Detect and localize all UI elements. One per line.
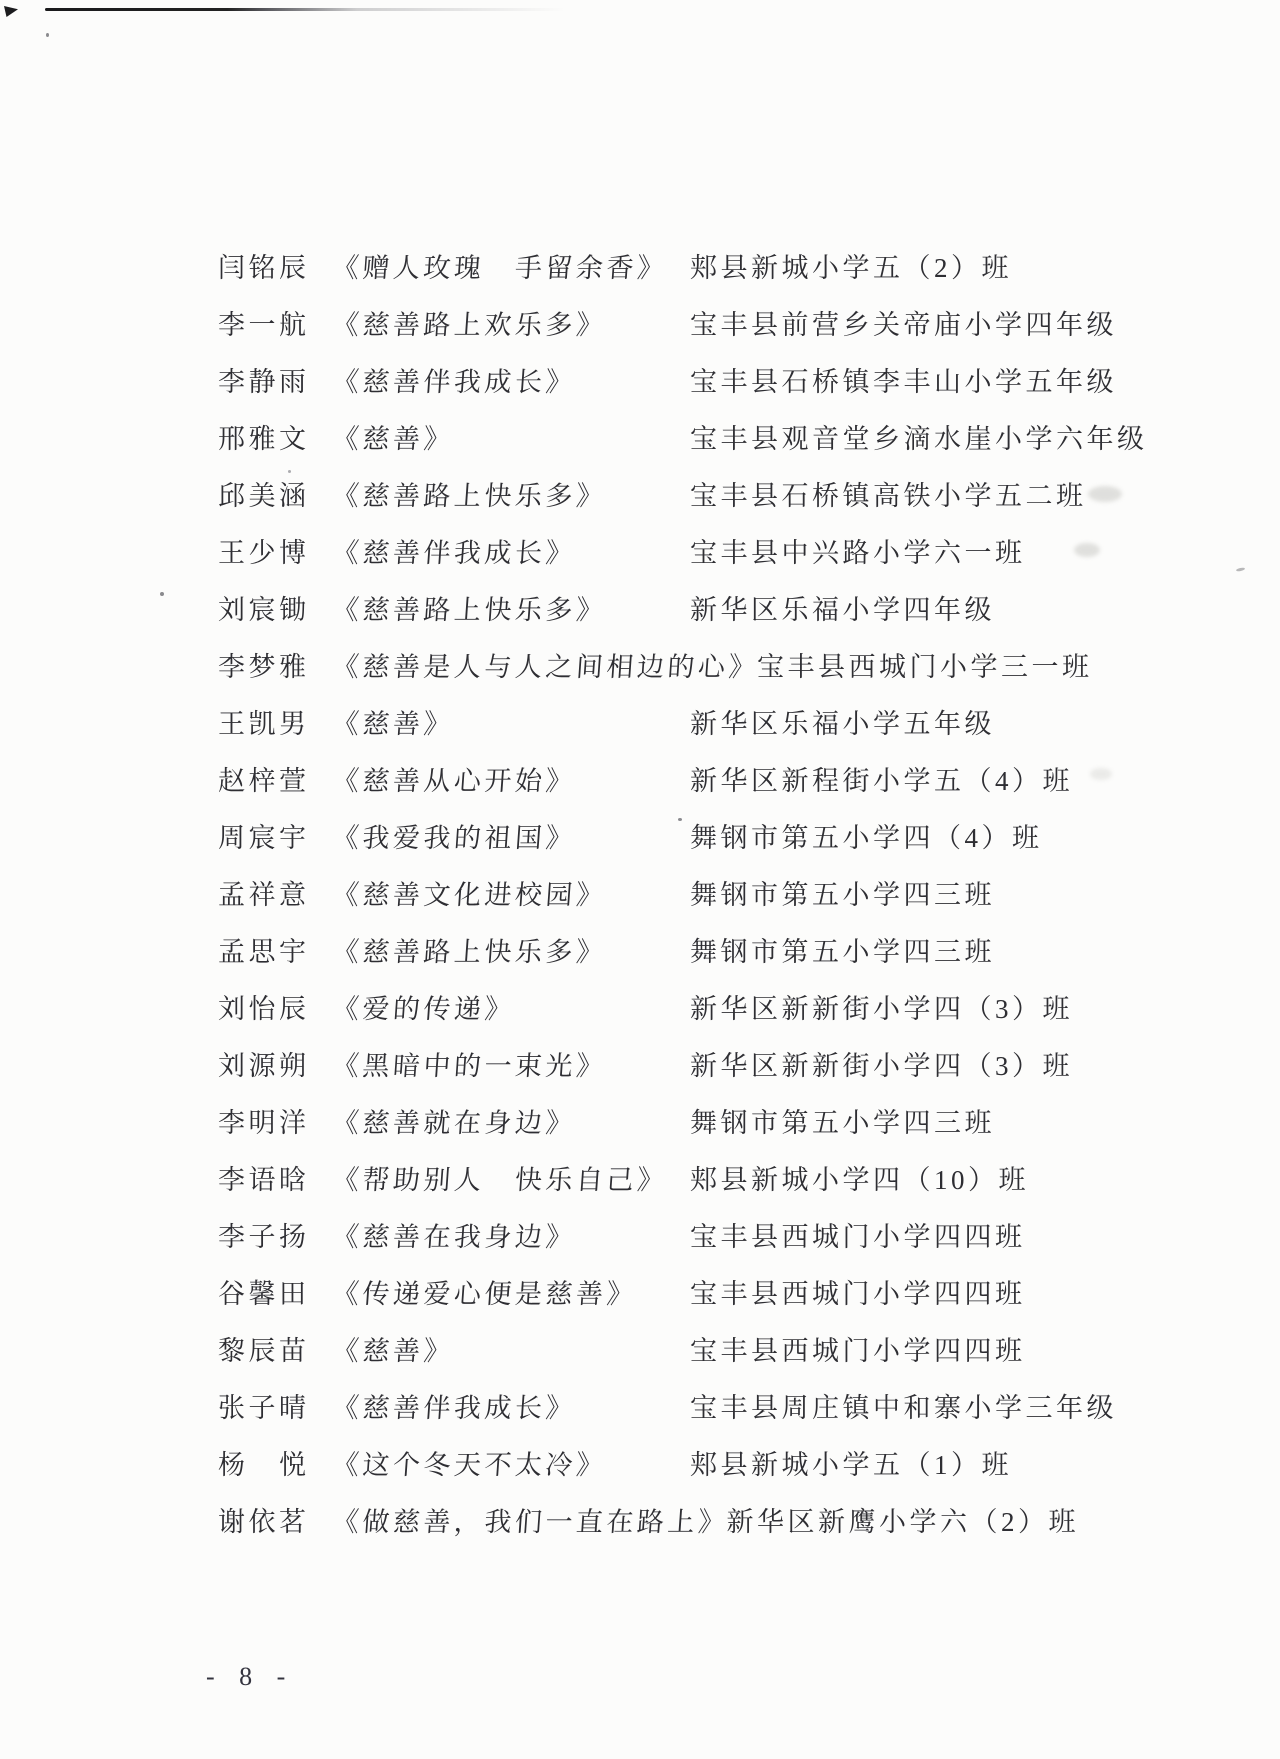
row-line [330,810,1280,867]
student-name: 李一航 [218,310,310,340]
student-name: 李子扬 [218,1222,310,1252]
school-class: 新华区乐福小学四年级 [690,595,995,625]
work-title: 《慈善是人与人之间相边的心》 [330,652,761,682]
work-title: 《做慈善，我们一直在路上》 [330,1507,730,1537]
table-row [0,1095,1280,1152]
student-name: 杨 悦 [218,1450,310,1480]
student-name: 谢依茗 [218,1507,310,1537]
student-name: 邢雅文 [218,424,310,454]
student-name: 李语晗 [218,1165,310,1195]
work-title: 《慈善路上快乐多》 [330,937,608,967]
table-row [0,1380,1280,1437]
table-row [0,810,1280,867]
school-class: 宝丰县中兴路小学六一班 [690,538,1026,568]
table-row [0,240,1280,297]
school-class: 舞钢市第五小学四三班 [690,937,995,967]
row-line [330,1152,1280,1209]
row-line [330,1323,1280,1380]
row-line [330,1494,1280,1551]
student-name: 王少博 [218,538,310,568]
work-title: 《慈善》 [330,1336,456,1366]
table-row [0,867,1280,924]
school-class: 新华区新新街小学四（3）班 [690,994,1073,1024]
table-row [0,525,1280,582]
student-name: 张子晴 [218,1393,310,1423]
row-line [330,1437,1280,1494]
school-class: 舞钢市第五小学四三班 [690,1108,995,1138]
student-name: 王凯男 [218,709,310,739]
work-title: 《慈善文化进校园》 [330,880,608,910]
work-title: 《慈善》 [330,709,456,739]
work-title: 《慈善伴我成长》 [330,367,578,397]
work-title: 《这个冬天不太冷》 [330,1450,608,1480]
student-name: 孟思宇 [218,937,310,967]
table-row [0,354,1280,411]
school-class: 宝丰县石桥镇李丰山小学五年级 [690,367,1117,397]
work-title: 《慈善》 [330,424,456,454]
school-class: 新华区新新街小学四（3）班 [690,1051,1073,1081]
row-line [330,1209,1280,1266]
row-line [330,468,1280,525]
table-row [0,1494,1280,1551]
table-row [0,639,1280,696]
work-title: 《黑暗中的一束光》 [330,1051,608,1081]
student-name: 黎辰苗 [218,1336,310,1366]
student-name: 赵梓萱 [218,766,310,796]
table-row [0,981,1280,1038]
student-name: 刘宸锄 [218,595,310,625]
row-line [330,924,1280,981]
table-row [0,582,1280,639]
work-title: 《慈善路上欢乐多》 [330,310,608,340]
student-name: 李梦雅 [218,652,310,682]
page-number: - 8 - [206,1662,295,1691]
school-class: 新华区新鹰小学六（2）班 [726,1507,1079,1537]
work-title: 《慈善路上快乐多》 [330,595,608,625]
table-row [0,1266,1280,1323]
row-line [330,1266,1280,1323]
school-class: 舞钢市第五小学四（4）班 [690,823,1043,853]
row-line [330,639,1280,696]
school-class: 郏县新城小学五（1）班 [690,1450,1012,1480]
table-row [0,696,1280,753]
table-row [0,924,1280,981]
row-line [330,1380,1280,1437]
student-name: 周宸宇 [218,823,310,853]
school-class: 宝丰县周庄镇中和寨小学三年级 [690,1393,1117,1423]
row-line [330,981,1280,1038]
work-title: 《爱的传递》 [330,994,517,1024]
school-class: 宝丰县西城门小学三一班 [757,652,1093,682]
school-class: 新华区乐福小学五年级 [690,709,995,739]
row-line [330,411,1280,468]
table-row [0,411,1280,468]
work-title: 《慈善在我身边》 [330,1222,578,1252]
row-line [330,297,1280,354]
entry-list [0,240,1280,1551]
student-name: 谷馨田 [218,1279,310,1309]
row-line [330,696,1280,753]
school-class: 宝丰县西城门小学四四班 [690,1222,1026,1252]
school-class: 宝丰县石桥镇高铁小学五二班 [690,481,1087,511]
school-class: 新华区新程街小学五（4）班 [690,766,1073,796]
row-line [330,867,1280,924]
table-row [0,1437,1280,1494]
table-row [0,468,1280,525]
table-row [0,297,1280,354]
school-class: 宝丰县西城门小学四四班 [690,1336,1026,1366]
school-class: 宝丰县西城门小学四四班 [690,1279,1026,1309]
scan-speck [46,33,49,37]
work-title: 《帮助别人 快乐自己》 [330,1165,669,1195]
school-class: 宝丰县前营乡关帝庙小学四年级 [690,310,1117,340]
work-title: 《慈善就在身边》 [330,1108,578,1138]
student-name: 刘怡辰 [218,994,310,1024]
student-name: 李明洋 [218,1108,310,1138]
row-line [330,354,1280,411]
school-class: 郏县新城小学四（10）班 [690,1165,1029,1195]
school-class: 舞钢市第五小学四三班 [690,880,995,910]
work-title: 《赠人玫瑰 手留余香》 [330,253,669,283]
work-title: 《慈善伴我成长》 [330,538,578,568]
row-line [330,525,1280,582]
student-name: 邱美涵 [218,481,310,511]
student-name: 孟祥意 [218,880,310,910]
table-row [0,1152,1280,1209]
table-row [0,1323,1280,1380]
student-name: 闫铭辰 [218,253,310,283]
work-title: 《慈善伴我成长》 [330,1393,578,1423]
row-line [330,1038,1280,1095]
work-title: 《慈善从心开始》 [330,766,578,796]
row-line [330,753,1280,810]
row-line [330,1095,1280,1152]
scan-corner-artifact [4,6,18,17]
scan-edge-line-artifact [45,8,565,11]
table-row [0,1038,1280,1095]
work-title: 《我爱我的祖国》 [330,823,578,853]
school-class: 郏县新城小学五（2）班 [690,253,1012,283]
school-class: 宝丰县观音堂乡滴水崖小学六年级 [690,424,1148,454]
student-name: 刘源朔 [218,1051,310,1081]
table-row [0,753,1280,810]
work-title: 《传递爱心便是慈善》 [330,1279,639,1309]
row-line [330,240,1280,297]
student-name: 李静雨 [218,367,310,397]
table-row [0,1209,1280,1266]
work-title: 《慈善路上快乐多》 [330,481,608,511]
row-line [330,582,1280,639]
